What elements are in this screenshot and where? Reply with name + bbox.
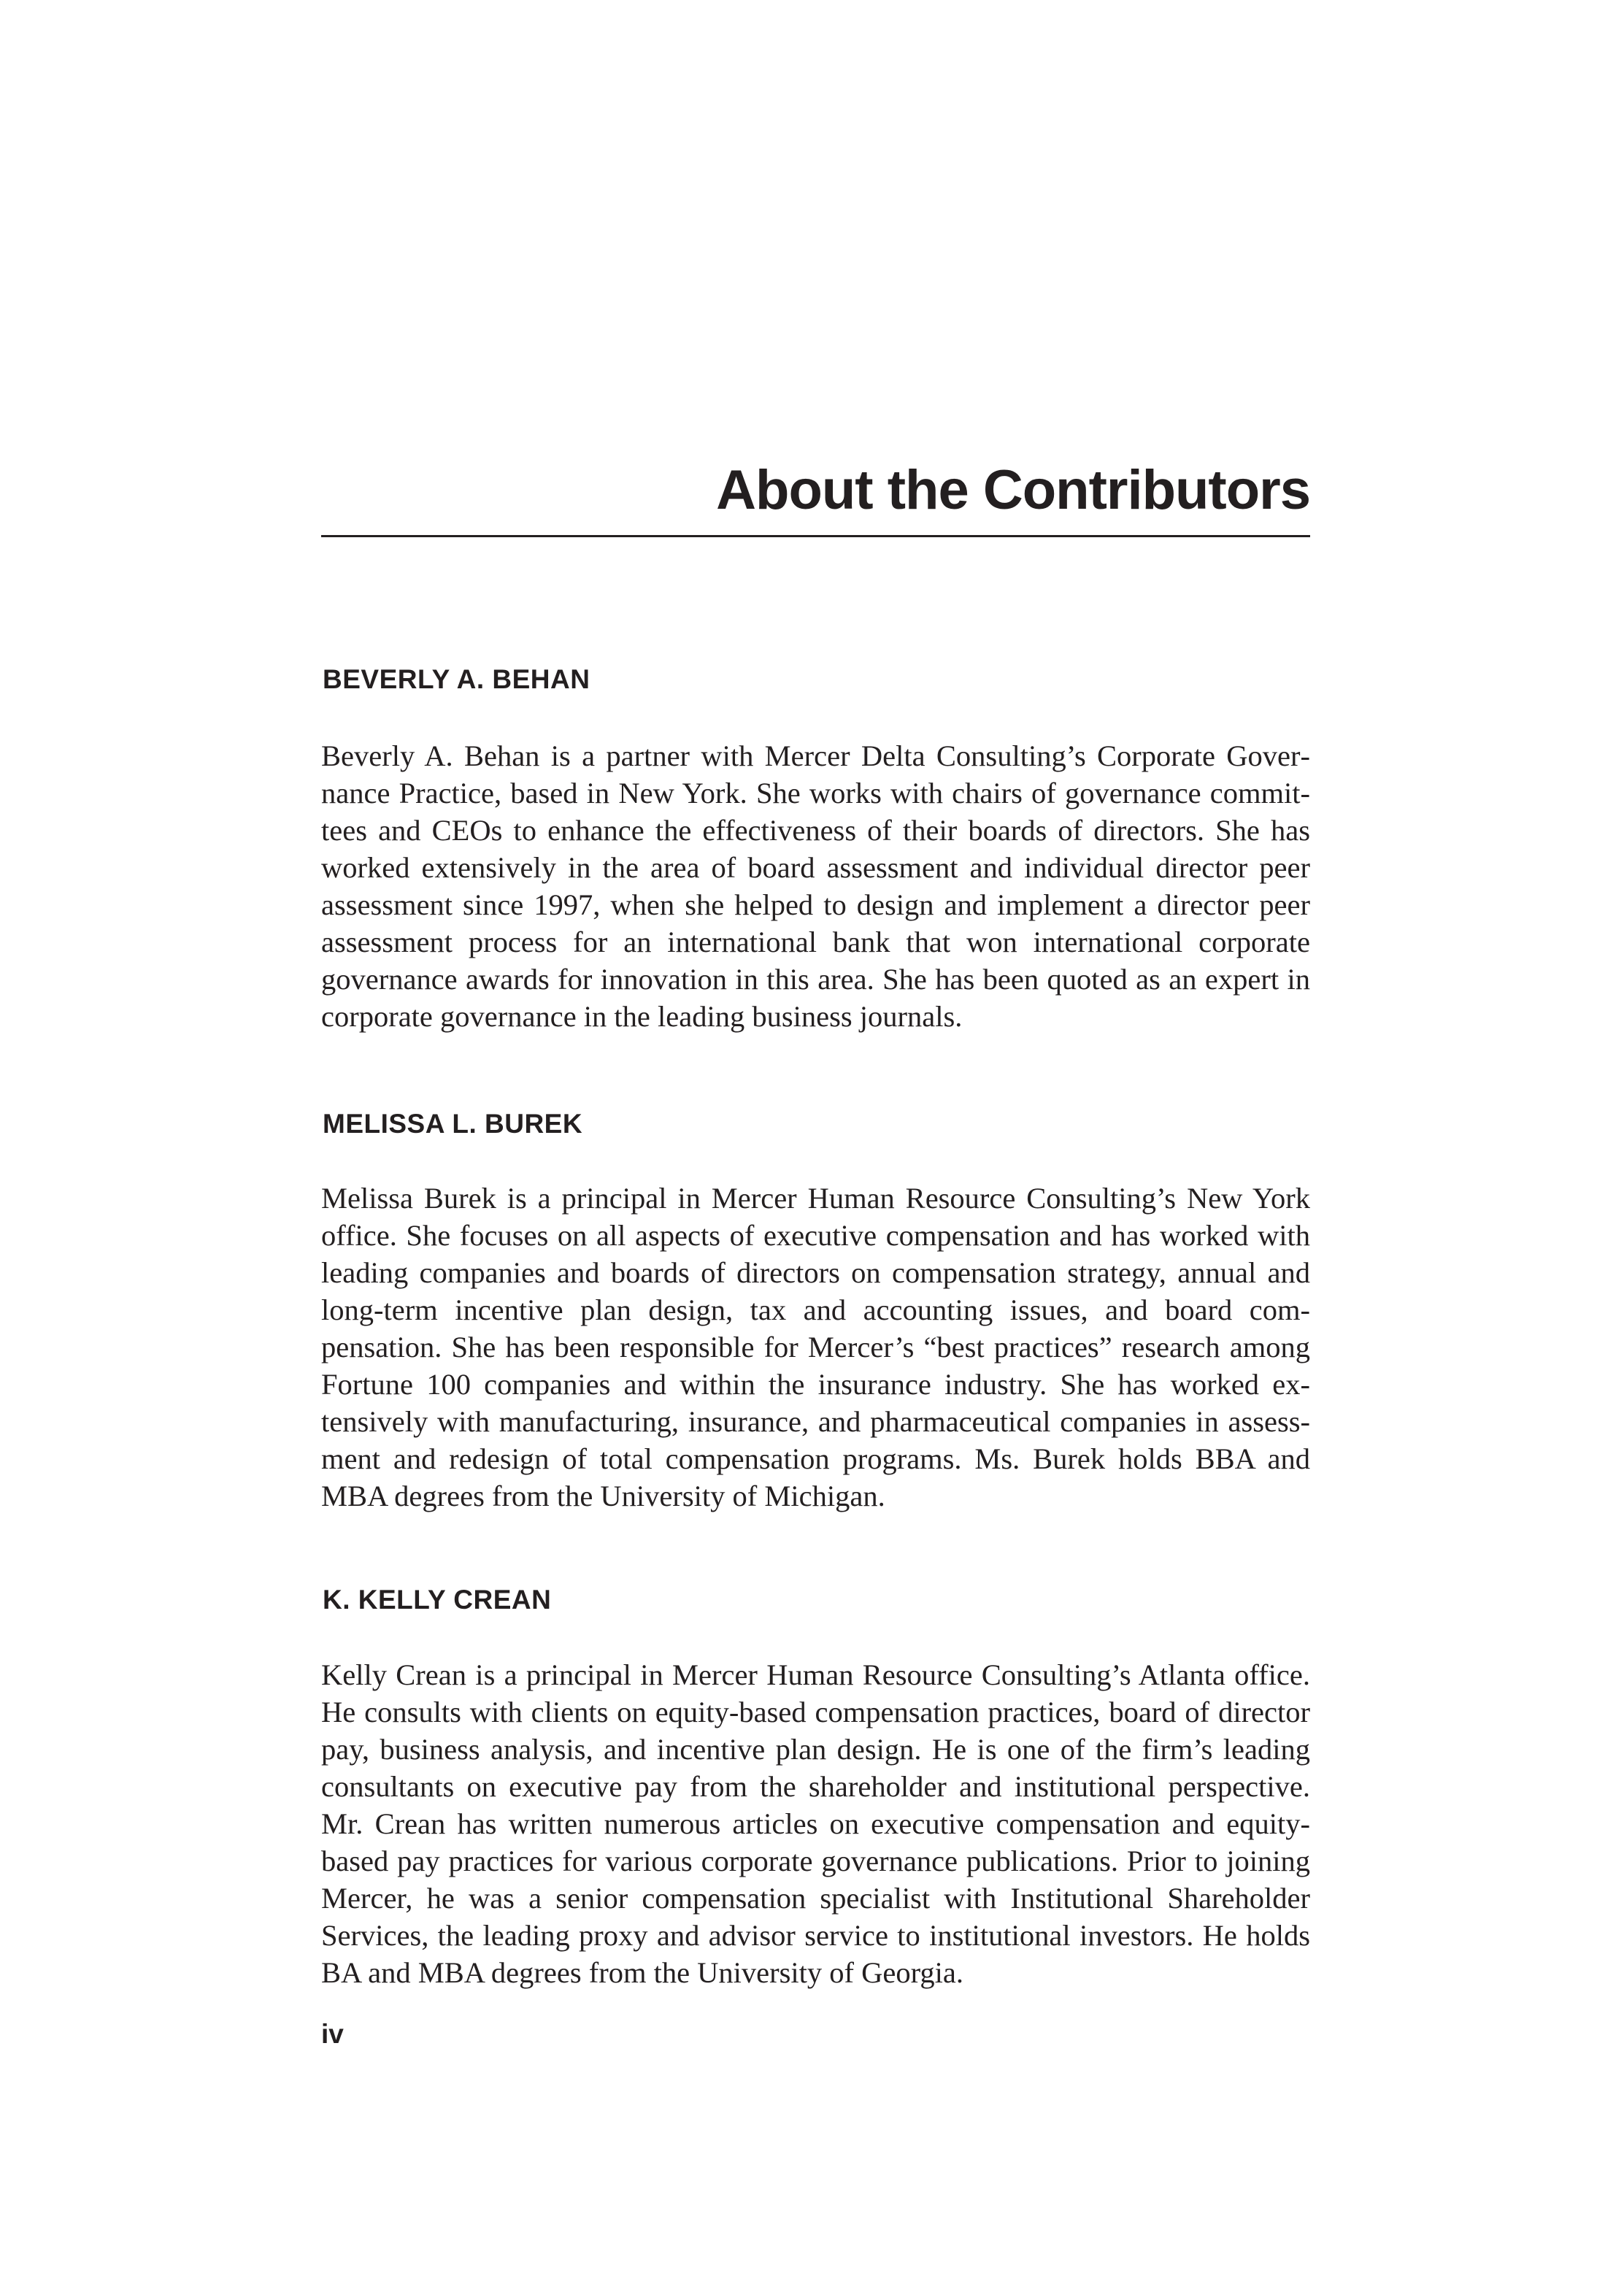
contributor-bio: Beverly A. Behan is a partner with Mercer Delta Consulting’s Corporate Governance Practice, based in New York. She works with chairs of governance committees and CEOs to enhance the effectiveness of their boards of directors. She has worked extensively in the area of board assessment and individual director peer assessment since 1997, when she helped to design and implement a director peer assessment process for an international bank that won international corporate governance awards for innovation in this area. She has been quoted as an expert in corporate governance in the leading business journals. (321, 739, 1310, 1033)
contributor-name: K. KELLY CREAN (323, 1585, 552, 1615)
chapter-title: About the Contributors (716, 459, 1310, 521)
contributor-name: MELISSA L. BUREK (323, 1109, 583, 1139)
contributor-bio: Kelly Crean is a principal in Mercer Human Resource Consulting’s Atlanta office. He consults with clients on equity-based compensation practices, board of director pay, business analysis, and incentive plan design. He is one of the firm’s leading consultants on executive pay from the shareholder and institutional perspective. Mr. Crean has written numerous articles on executive compensation and equity-based pay practices for various corporate governance publications. Prior to joining Mercer, he was a senior compensation specialist with Institutional Shareholder Services, the leading proxy and advisor service to institutional investors. He holds BA and MBA degrees from the University of Georgia. (321, 1658, 1310, 1989)
title-rule (321, 535, 1310, 537)
contributor-name: BEVERLY A. BEHAN (323, 664, 590, 694)
page-number: iv (321, 2019, 344, 2049)
contributor-bio: Melissa Burek is a principal in Mercer Human Resource Consulting’s New York office. She focuses on all aspects of executive compensation and has worked with leading companies and boards of directors on compensation strategy, annual and long-term incentive plan design, tax and accounting issues, and board compensation. She has been responsible for Mercer’s “best practices” research among Fortune 100 companies and within the insurance industry. She has worked extensively with manufacturing, insurance, and pharmaceutical companies in assessment and redesign of total compensation programs. Ms. Burek holds BBA and MBA degrees from the University of Michigan. (321, 1182, 1310, 1512)
